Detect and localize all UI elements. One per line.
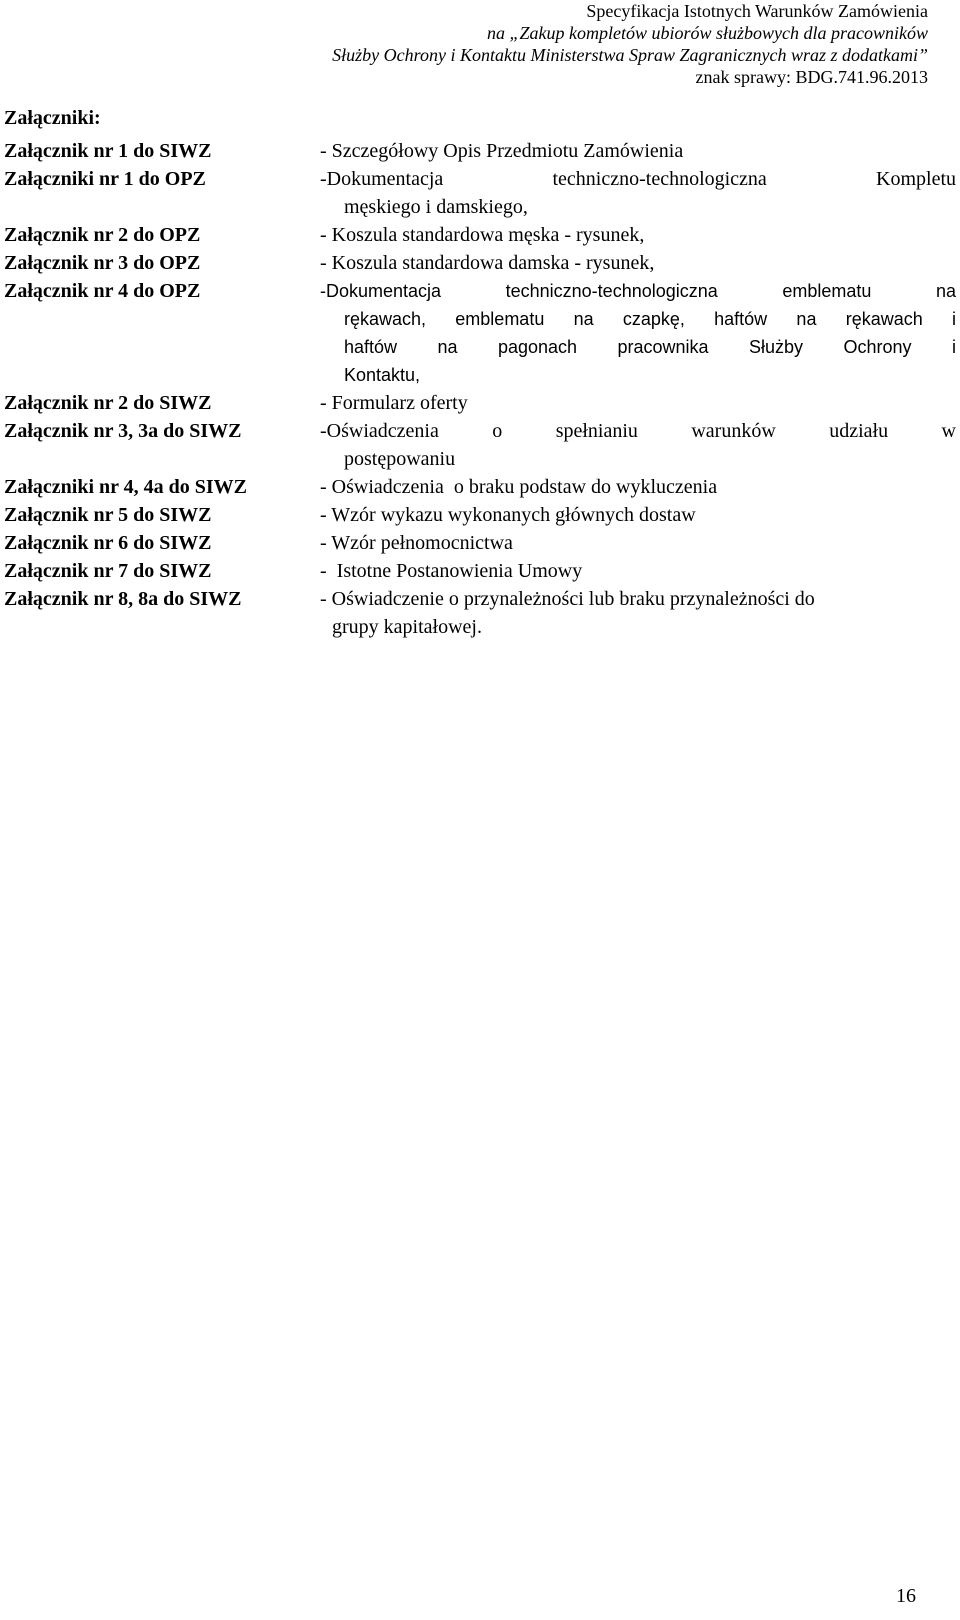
list-item (4, 137, 956, 165)
item-desc-cont: męskiego i damskiego, (344, 196, 528, 218)
item-label: Załącznik nr 8, 8a do SIWZ (4, 588, 242, 610)
item-desc: - Koszula standardowa męska - rysunek, (320, 224, 645, 246)
item-desc-cont: haftów na pagonach pracownika Służby Ochrony i (344, 337, 956, 357)
item-desc-cont: rękawach, emblematu na czapkę, haftów na rękawach i (344, 309, 956, 329)
list-item (4, 165, 956, 193)
item-desc-cont: postępowaniu (344, 448, 456, 470)
item-desc: -Dokumentacja techniczno-technologiczna emblematu na (320, 281, 956, 301)
attachments-list (4, 137, 956, 641)
list-item-continuation (4, 305, 956, 333)
item-label: Załącznik nr 1 do SIWZ (4, 140, 212, 162)
list-item-continuation (4, 445, 956, 473)
list-item (4, 585, 956, 613)
list-item (4, 221, 956, 249)
header-case-number: znak sprawy: BDG.741.96.2013 (695, 67, 928, 87)
item-label: Załącznik nr 6 do SIWZ (4, 532, 212, 554)
item-label: Załącznik nr 3, 3a do SIWZ (4, 420, 242, 442)
item-label: Załącznik nr 3 do OPZ (4, 252, 201, 274)
item-label: Załączniki nr 1 do OPZ (4, 168, 206, 190)
list-item-continuation (4, 193, 956, 221)
list-item-continuation (4, 613, 956, 641)
list-item (4, 529, 956, 557)
item-desc: - Oświadczenie o przynależności lub braku przynależności do (320, 588, 815, 610)
list-item (4, 501, 956, 529)
attachments-title: Załączniki: (4, 107, 101, 129)
item-label: Załącznik nr 4 do OPZ (4, 280, 201, 302)
item-label: Załącznik nr 2 do SIWZ (4, 392, 212, 414)
header-subject-line2: Służby Ochrony i Kontaktu Ministerstwa Spraw Zagranicznych wraz z dodatkami” (332, 45, 928, 65)
page-number: 16 (896, 1585, 916, 1607)
list-item-continuation (4, 333, 956, 361)
item-desc: -Dokumentacja techniczno-technologiczna Kompletu (320, 168, 956, 190)
item-desc: -Oświadczenia o spełnianiu warunków udziału w (320, 420, 956, 442)
item-label: Załączniki nr 4, 4a do SIWZ (4, 476, 248, 498)
item-desc: - Oświadczenia o braku podstaw do wykluczenia (320, 476, 718, 498)
header-title: Specyfikacja Istotnych Warunków Zamówienia (586, 1, 928, 21)
item-label: Załącznik nr 2 do OPZ (4, 224, 201, 246)
list-item (4, 249, 956, 277)
list-item (4, 557, 956, 585)
header-subject-line1: na „Zakup kompletów ubiorów służbowych dla pracowników (487, 23, 928, 43)
item-label: Załącznik nr 5 do SIWZ (4, 504, 212, 526)
list-item (4, 389, 956, 417)
item-desc: - Formularz oferty (320, 392, 468, 414)
item-desc-cont: Kontaktu, (344, 365, 421, 385)
list-item (4, 417, 956, 445)
item-desc: - Koszula standardowa damska - rysunek, (320, 252, 655, 274)
list-item (4, 277, 956, 305)
item-desc: - Szczegółowy Opis Przedmiotu Zamówienia (320, 140, 684, 162)
item-desc: - Istotne Postanowienia Umowy (320, 560, 583, 582)
page-header (332, 0, 928, 88)
item-desc: - Wzór pełnomocnictwa (320, 532, 513, 554)
item-desc-cont: grupy kapitałowej. (332, 616, 482, 638)
item-label: Załącznik nr 7 do SIWZ (4, 560, 212, 582)
list-item (4, 473, 956, 501)
item-desc: - Wzór wykazu wykonanych głównych dostaw (320, 504, 696, 526)
list-item-continuation (4, 361, 956, 389)
